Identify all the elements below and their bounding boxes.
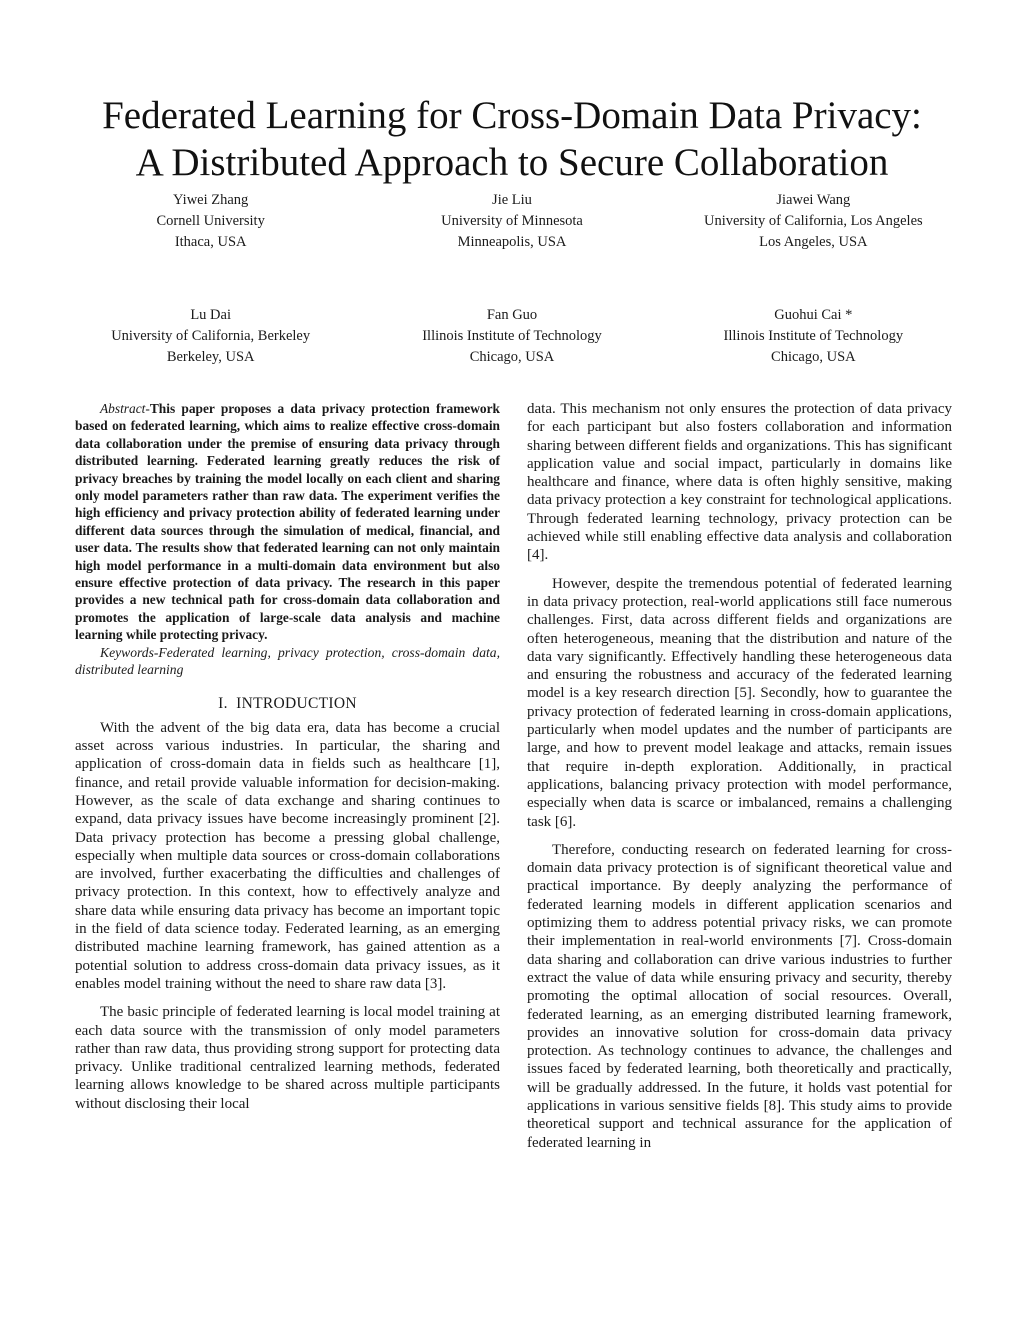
abstract-body: This paper proposes a data privacy protection framework based on federated learning, which aims to realize effective cross-domain data collaboration under the premise of ensuring data privacy through distributed learning. Federated learning greatly reduces the risk of privacy breaches by training the model locally on each client and sharing only model parameters rather than raw data. The experiment verifies the high efficiency and privacy protection ability of federated learning under different data sources through the simulation of medical, financial, and user data. The results show that federated learning can not only maintain high model performance in a multi-domain data environment but also ensure effective protection of data privacy. The research in this paper provides a new technical path for cross-domain data collaboration and promotes the application of large-scale data analysis and machine learning while protecting privacy. xyxy=(75,401,500,643)
author-affiliation: University of Minnesota xyxy=(441,213,583,229)
author-card xyxy=(361,305,662,368)
author-card xyxy=(663,305,964,368)
author-location: Minneapolis, USA xyxy=(457,234,567,250)
author-affiliation: University of California, Berkeley xyxy=(111,328,311,344)
author-affiliation: Cornell University xyxy=(156,213,265,229)
author-affiliation: Illinois Institute of Technology xyxy=(723,328,904,344)
author-card xyxy=(361,190,662,253)
author-location: Chicago, USA xyxy=(469,349,555,365)
author-location: Berkeley, USA xyxy=(166,349,255,365)
author-affiliation: Illinois Institute of Technology xyxy=(422,328,602,344)
abstract xyxy=(75,400,500,644)
title-line-1: Federated Learning for Cross-Domain Data Privacy: xyxy=(102,94,922,137)
author-card xyxy=(663,190,964,253)
author-card xyxy=(60,305,361,368)
author-name: Yiwei Zhang xyxy=(173,192,249,208)
section-heading-introduction: I. INTRODUCTION xyxy=(218,694,357,712)
body-paragraph: With the advent of the big data era, data has become a crucial asset across various industries. In particular, the sharing and application of cross-domain data in fields such as healthcare [1], finance, and retail provide valuable information for decision-making. However, as the scale of data exchange and sharing continues to expand, data privacy issues have become increasingly prominent [2]. Data privacy protection has become a pressing global challenge, especially when multiple data sources or cross-domain collaborations are involved, further exacerbating the difficulties and challenges of privacy protection. In this context, how to effectively analyze and share data while ensuring data privacy has become an important topic in the field of data science today. Federated learning, as an emerging distributed machine learning framework, has gained attention as a potential solution to address cross-domain data privacy issues, as it enables model training without the need to share raw data [3]. xyxy=(75,719,500,992)
abstract-lead: Abstract- xyxy=(100,401,150,416)
author-location: Los Angeles, USA xyxy=(759,234,868,250)
left-column xyxy=(75,400,500,1113)
body-paragraph: However, despite the tremendous potential of federated learning in data privacy protection, real-world applications still face numerous challenges. First, data across different fields and organizations are often heterogeneous, meaning that the distribution and nature of the data vary significantly. Effectively handling these heterogeneous data and ensuring the robustness and accuracy of the federated learning model is a key research direction [5]. Secondly, how to guarantee the privacy protection of federated learning in cross-domain applications, particularly when model updates and the number of participants are large, and how to prevent model leakage and attacks, remain issues that require in-depth exploration. Additionally, in practical applications, balancing privacy protection with model performance, especially when data is scarce or imbalanced, remains a challenging task [6]. xyxy=(527,575,952,830)
body-paragraph: Therefore, conducting research on federated learning for cross-domain data privacy protection is of significant theoretical value and practical importance. By deeply analyzing the performance of federated learning models in different application scenarios and optimizing them to address potential privacy risks, we can promote their implementation in real-world environments [7]. Cross-domain data sharing and collaboration can drive various industries to further extract the value of data while ensuring privacy and security, thereby promoting the optimal allocation of social resources. Overall, federated learning, as an emerging distributed learning framework, provides an innovative solution for cross-domain data privacy protection. As technology continues to advance, the challenges and issues faced by federated learning, both theoretically and practically, will be gradually addressed. In the future, it holds vast potential for applications in various sensitive fields [8]. This study aims to provide theoretical support and technical assurance for the application of federated learning in xyxy=(527,841,952,1151)
author-name: Lu Dai xyxy=(190,307,231,323)
author-name: Fan Guo xyxy=(486,307,538,323)
author-affiliation: University of California, Los Angeles xyxy=(703,213,923,229)
body-paragraph: data. This mechanism not only ensures the protection of data privacy for each participant but also fosters collaboration and information sharing between different fields and organizations. This has significant application value and social impact, particularly in domains like healthcare and finance, where data is often highly sensitive, making data privacy protection a key constraint for technological applications. Through federated learning technology, privacy protection can be achieved while still enabling effective data analysis and collaboration [4]. xyxy=(527,401,952,564)
author-location: Chicago, USA xyxy=(771,349,856,365)
author-location: Ithaca, USA xyxy=(174,234,247,250)
author-card xyxy=(60,190,361,253)
paper-title xyxy=(60,92,964,186)
author-name: Guohui Cai * xyxy=(774,307,853,323)
author-name: Jie Liu xyxy=(492,192,532,208)
author-block xyxy=(60,190,964,368)
right-column xyxy=(527,400,952,1152)
author-name: Jiawei Wang xyxy=(776,192,851,208)
title-line-2: A Distributed Approach to Secure Collaboration xyxy=(135,141,889,184)
keywords: Keywords-Federated learning, privacy protection, cross-domain data, distributed learning xyxy=(75,644,500,678)
body-paragraph: The basic principle of federated learning is local model training at each data source with the transmission of only model parameters rather than raw data, thus providing strong support for protecting data privacy. Unlike traditional centralized learning methods, federated learning allows knowledge to be shared across multiple participants without disclosing their local xyxy=(75,1004,500,1112)
